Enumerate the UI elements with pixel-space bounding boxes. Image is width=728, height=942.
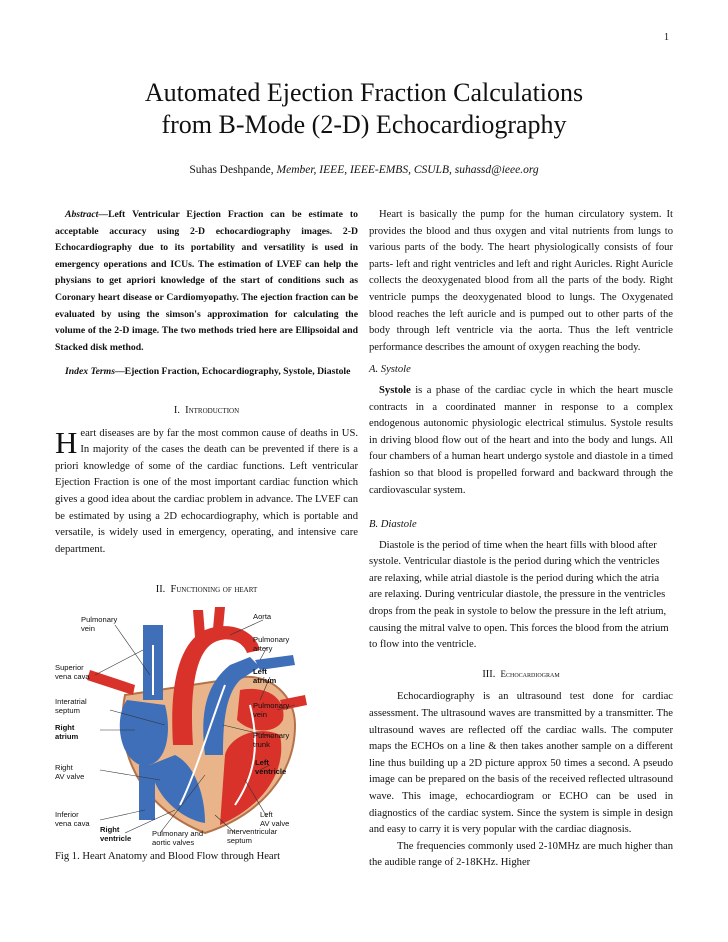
pulmonary-vein-left [87, 670, 135, 695]
abstract [55, 207, 358, 356]
section-heading-echocardiogram [369, 666, 673, 684]
label-interatrial-septum: Interatrial septum [55, 696, 87, 715]
label-aorta: Aorta [253, 611, 272, 621]
label-pulmonary-vein-left: Pulmonary vein [81, 614, 118, 633]
introduction-paragraph [55, 426, 358, 559]
index-terms [55, 364, 358, 381]
subsection-heading-systole: A. Systole [369, 364, 411, 376]
author-line [0, 164, 728, 176]
label-left-av-valve: Left AV valve [260, 809, 290, 828]
section-number: III. [482, 668, 496, 680]
label-right-ventricle: Right ventricle [100, 824, 132, 843]
diastole-paragraph: Diastole is the period of time when the heart fills with blood after systole. Ventricular diastole is the period during which the ventricles are relaxing, while atrial diastole is the period during which the atria are relaxing. During ventricular diastole, the pressure in the ventricles drops from the peak in systole to below the pressure in the left atrium, causing the mitral valve to open. This forces the blood from the atrium to flow into the ventricle. [369, 539, 669, 651]
label-left-ventricle: Left ventricle [255, 757, 287, 776]
label-pulmonary-trunk: Pulmonary trunk [253, 730, 290, 749]
label-left-atrium: Left atrium [253, 666, 277, 685]
subsection-heading-diastole: B. Diastole [369, 519, 417, 531]
label-pulmonary-aortic-valves: Pulmonary and aortic valves [152, 828, 204, 847]
figure-caption: Fig 1. Heart Anatomy and Blood Flow through Heart [55, 850, 281, 862]
heart-diagram [55, 605, 355, 845]
abstract-text: —Left Ventricular Ejection Fraction can be estimate to acceptable accuracy using 2-D echocardiography images. 2-D Echocardiography due to its portability and versatility is used in emergency operations and ICUs. The estimation of LVEF can help the physians to get apriori knowledge of the start of conditions such as Coronary heart disease or Cardiomyopathy. The ejection fraction can be evaluated by using the simson's approximation for calculating the volume of the 2-D image. The two methods tried here are Ellipsoidal and Stacked disk method. [55, 209, 358, 353]
label-inferior-vena-cava: Inferior vena cava [55, 809, 90, 828]
label-right-atrium: Right atrium [55, 722, 79, 741]
paper-title [0, 77, 728, 141]
aortic-branch-2 [213, 607, 225, 629]
right-atrium [120, 700, 168, 765]
label-interventricular-septum: Interventricular septum [227, 826, 278, 845]
systole-term: Systole [379, 384, 411, 396]
introduction-text: eart diseases are by far the most common cause of deaths in US. In majority of the cases the death can be prevented if there is a priori knowledge of some of the cardiac functions. Left ventricular Ejection Fraction is one of the most important cardiac function which gives a good idea about the cardiac problem in advance. The LVEF can be estimated by using a 2D echocardiography, which is portable and versatile, is widely used in emergency, operating, and intensive care department. [55, 427, 358, 555]
section-number: I. [173, 404, 180, 416]
heart-anatomy-figure [55, 605, 355, 845]
systole-text: is a phase of the cardiac cycle in which the heart muscle contracts in a coordinated manner in response to a complex endogenous autonomic physiologic electrical stimulus. Systole results in driving blood flow out of the heart and into the body and lungs. All four chambers of a human heart undergo systole and diastole in a timed fashion so that blood is propelled forward and backward through the cardiovascular system. [369, 384, 673, 496]
systole-paragraph [369, 383, 673, 499]
section-title: Functioning of heart [170, 584, 258, 596]
page-number: 1 [664, 32, 669, 43]
author-name: Suhas Deshpande, [189, 164, 274, 176]
section-number: II. [155, 584, 166, 596]
index-terms-label: Index Terms [65, 366, 115, 378]
right-column [369, 207, 673, 872]
label-pulmonary-artery: Pulmonary artery [253, 634, 290, 653]
title-line-1: Automated Ejection Fraction Calculations [144, 78, 584, 107]
echocardiogram-paragraph-1: Echocardiography is an ultrasound test done for cardiac assessment. The ultrasound waves are transmitted by a transmitter. The ultrasound waves are reflected off the cardiac walls. The computer maps the ECHOs on a line & then takes another sample on a different line thus building up a 2D picture approx 50 times a second. A pseudo image can be prepared on the basis of the received reflected ultrasound wave. This image, echocardiogram or ECHO can be used in diagnostics of the cardiac system. Since the system is simple in design and easy to carry it is very popular with the cardiac diagnosis. [369, 691, 673, 836]
section-heading-functioning [55, 582, 358, 599]
section-title: Echocardiogram [500, 668, 560, 679]
section-heading-introduction [55, 403, 358, 420]
index-terms-text: —Ejection Fraction, Echocardiography, Systole, Diastole [114, 366, 351, 378]
heart-intro-paragraph: Heart is basically the pump for the human circulatory system. It provides the blood and thus oxygen and vital nutrients from lungs to various parts of the body. The heart physiologically consists of four parts- left and right ventricles and left and right Auricles. Right Auricle collects the deoxygenated blood from all the parts of the body. Right ventricle pumps the deoxygenated blood to lungs. The Oxygenated blood reaches the left auricle and is pumped out to other parts of the body through left ventricle via the aorta. Thus the left ventricle performance describes the amount of oxygen reaching the body. [369, 209, 673, 353]
left-column [55, 207, 358, 865]
label-superior-vena-cava: Superior vena cava [55, 662, 90, 681]
echocardiogram-paragraph-2: The frequencies commonly used 2-10MHz are much higher than the audible range of 2-18KHz. Higher [369, 840, 673, 869]
drop-cap: H [55, 424, 78, 460]
label-pulmonary-vein-right: Pulmonary vein [253, 700, 290, 719]
title-line-2: from B-Mode (2-D) Echocardiography [161, 110, 567, 139]
section-title: Introduction [185, 404, 240, 416]
author-affiliation: Member, IEEE, IEEE-EMBS, CSULB, suhassd@ieee.org [276, 164, 539, 176]
abstract-label: Abstract [65, 209, 99, 220]
aortic-branch-1 [193, 610, 205, 637]
label-right-av-valve: Right AV valve [55, 762, 85, 781]
